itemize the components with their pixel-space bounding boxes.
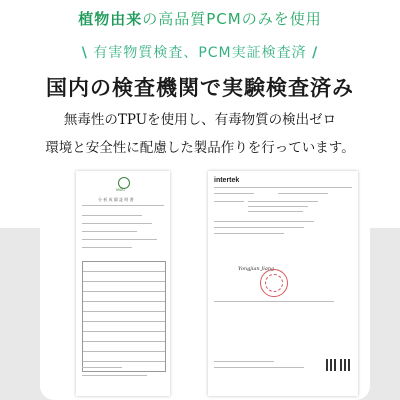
table-row [83,292,165,302]
table-row [83,262,165,272]
text-line [82,223,152,224]
page-title: 国内の検査機関で実験検査済み [46,76,354,100]
text-line [214,201,244,202]
divider [214,187,352,188]
text-line [82,367,122,368]
subheadline-slash-right: / [312,45,319,61]
results-table [82,261,166,372]
headline-brand: 植物由来 [78,10,143,28]
paragraph-line-2: 環境と安全性に配慮した製品作りを行っています。 [45,140,355,156]
table-row [83,352,165,362]
text-line [214,227,304,228]
text-line [214,193,254,194]
text-line [248,201,318,202]
text-line [82,215,142,216]
text-line [214,221,314,222]
intertek-report-document [208,171,358,396]
text-line [82,375,147,376]
divider [82,205,164,206]
analysis-certificate-document [76,171,170,396]
text-line [82,231,137,232]
headline-rest: の高品質PCMのみを使用 [142,10,322,28]
text-line [278,193,328,194]
table-row [83,332,165,342]
table-row [83,322,165,332]
qr-code-icon [340,359,352,371]
text-line [82,247,132,248]
qr-code-icon [326,359,338,371]
text-line [214,233,284,234]
stamp-icon [260,269,288,297]
subheadline-slash-left: \ [81,45,88,61]
table-row [83,312,165,322]
paragraph-line-1: 無毒性のTPUを使用し、有毒物質の検出ゼロ [63,112,337,128]
text-line [248,206,308,207]
signature-left: Yongjian Jiang [238,266,275,272]
table-row [83,282,165,292]
headline [0,8,400,29]
table-row [83,302,165,312]
intertek-logo: intertek [214,177,240,184]
table-row [83,272,165,282]
text-line [82,239,157,240]
text-line [214,361,274,362]
certificate-title: 分 析 成 績 証 明 書 [98,197,134,202]
table-row [83,342,165,352]
text-line [214,367,304,368]
subheadline [0,42,400,62]
text-line [214,301,334,302]
seal-label: MSIG [116,188,125,192]
text-line [248,211,303,212]
subheadline-text: 有害物質検査、PCM実証検査済 [93,45,307,61]
